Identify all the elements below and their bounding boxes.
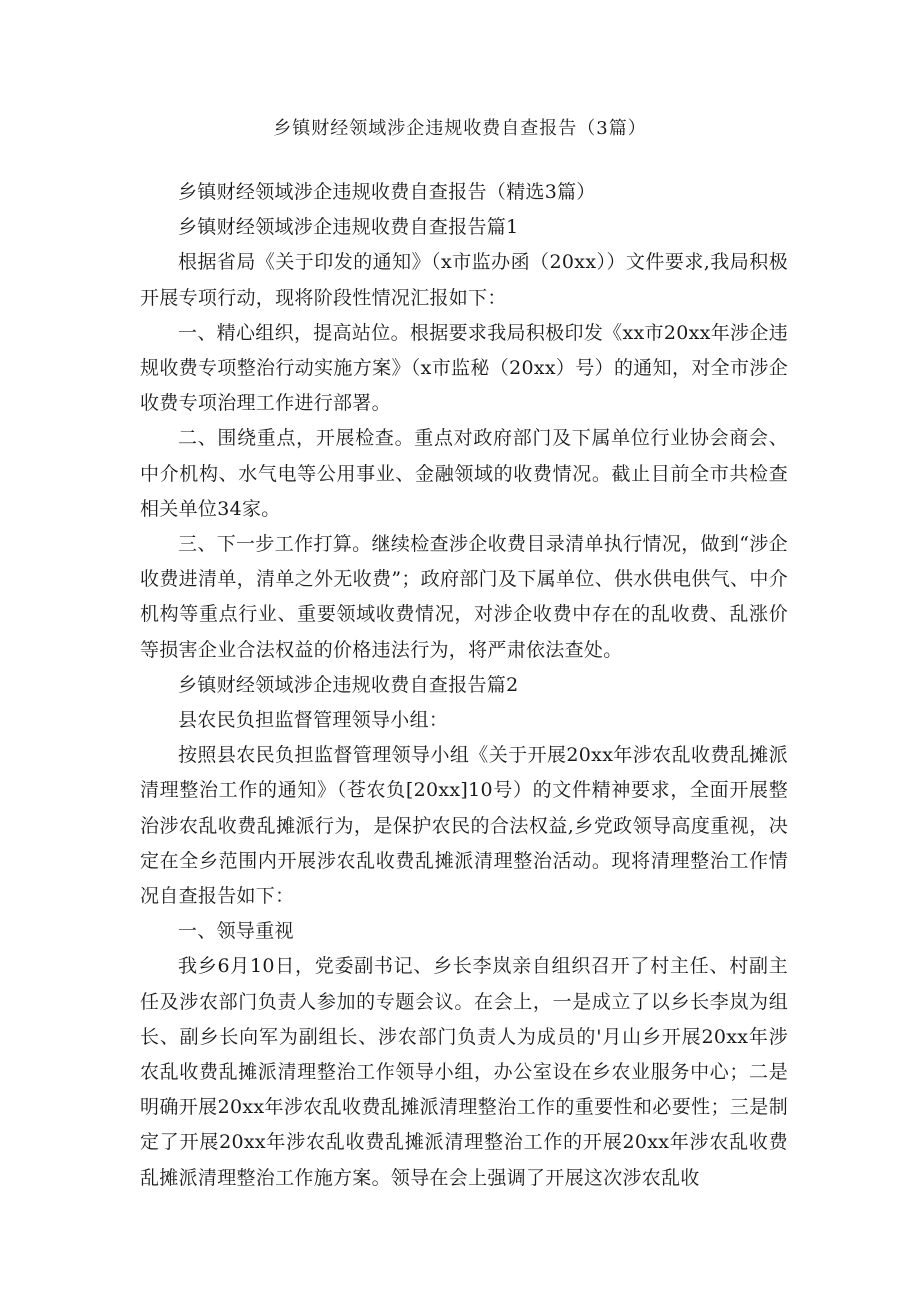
document-body bbox=[140, 175, 788, 1196]
body-paragraph: 二、围绕重点，开展检查。重点对政府部门及下属单位行业协会商会、中介机构、水气电等公用事业、金融领域的收费情况。截止目前全市共检查相关单位34家。 bbox=[140, 427, 788, 520]
section-heading-2: 乡镇财经领域涉企违规收费自查报告篇2 bbox=[178, 673, 519, 696]
subsection-heading: 一、领导重视 bbox=[178, 920, 294, 943]
document-title: 乡镇财经领域涉企违规收费自查报告（3篇） bbox=[273, 118, 647, 139]
section-heading-1: 乡镇财经领域涉企违规收费自查报告篇1 bbox=[178, 216, 519, 239]
addressee-line: 县农民负担监督管理领导小组： bbox=[178, 709, 449, 732]
body-paragraph: 按照县农民负担监督管理领导小组《关于开展20xx年涉农乱收费乱摊派清理整治工作的通知》（苍农负[20xx]10号）的文件精神要求，全面开展整治涉农乱收费乱摊派行为，是保护农民的合法权益,乡党政领导高度重视，决定在全乡范围内开展涉农乱收费乱摊派清理整治活动。现将清理整治工作情况自查报告如下： bbox=[140, 744, 788, 908]
body-paragraph: 根据省局《关于印发的通知》（x市监办函（20xx））文件要求,我局积极开展专项行动，现将阶段性情况汇报如下： bbox=[140, 251, 788, 309]
subtitle-paragraph: 乡镇财经领域涉企违规收费自查报告（精选3篇） bbox=[178, 181, 596, 203]
body-paragraph: 我乡6月10日，党委副书记、乡长李岚亲自组织召开了村主任、村副主任及涉农部门负责人参加的专题会议。在会上，一是成立了以乡长李岚为组长、副乡长向军为副组长、涉农部门负责人为成员的'月山乡开展20xx年涉农乱收费乱摊派清理整治工作领导小组，办公室设在乡农业服务中心；二是明确开展20xx年涉农乱收费乱摊派清理整治工作的重要性和必要性；三是制定了开展20xx年涉农乱收费乱摊派清理整治工作的开展20xx年涉农乱收费乱摊派清理整治工作施方案。领导在会上强调了开展这次涉农乱收 bbox=[140, 955, 788, 1189]
body-paragraph: 一、精心组织，提高站位。根据要求我局积极印发《xx市20xx年涉企违规收费专项整治行动实施方案》（x市监秘（20xx）号）的通知，对全市涉企收费专项治理工作进行部署。 bbox=[140, 321, 788, 415]
body-paragraph: 三、下一步工作打算。继续检查涉企收费目录清单执行情况，做到“涉企收费进清单，清单之外无收费”；政府部门及下属单位、供水供电供气、中介机构等重点行业、重要领域收费情况，对涉企收费中存在的乱收费、乱涨价等损害企业合法权益的价格违法行为，将严肃依法查处。 bbox=[140, 533, 788, 661]
